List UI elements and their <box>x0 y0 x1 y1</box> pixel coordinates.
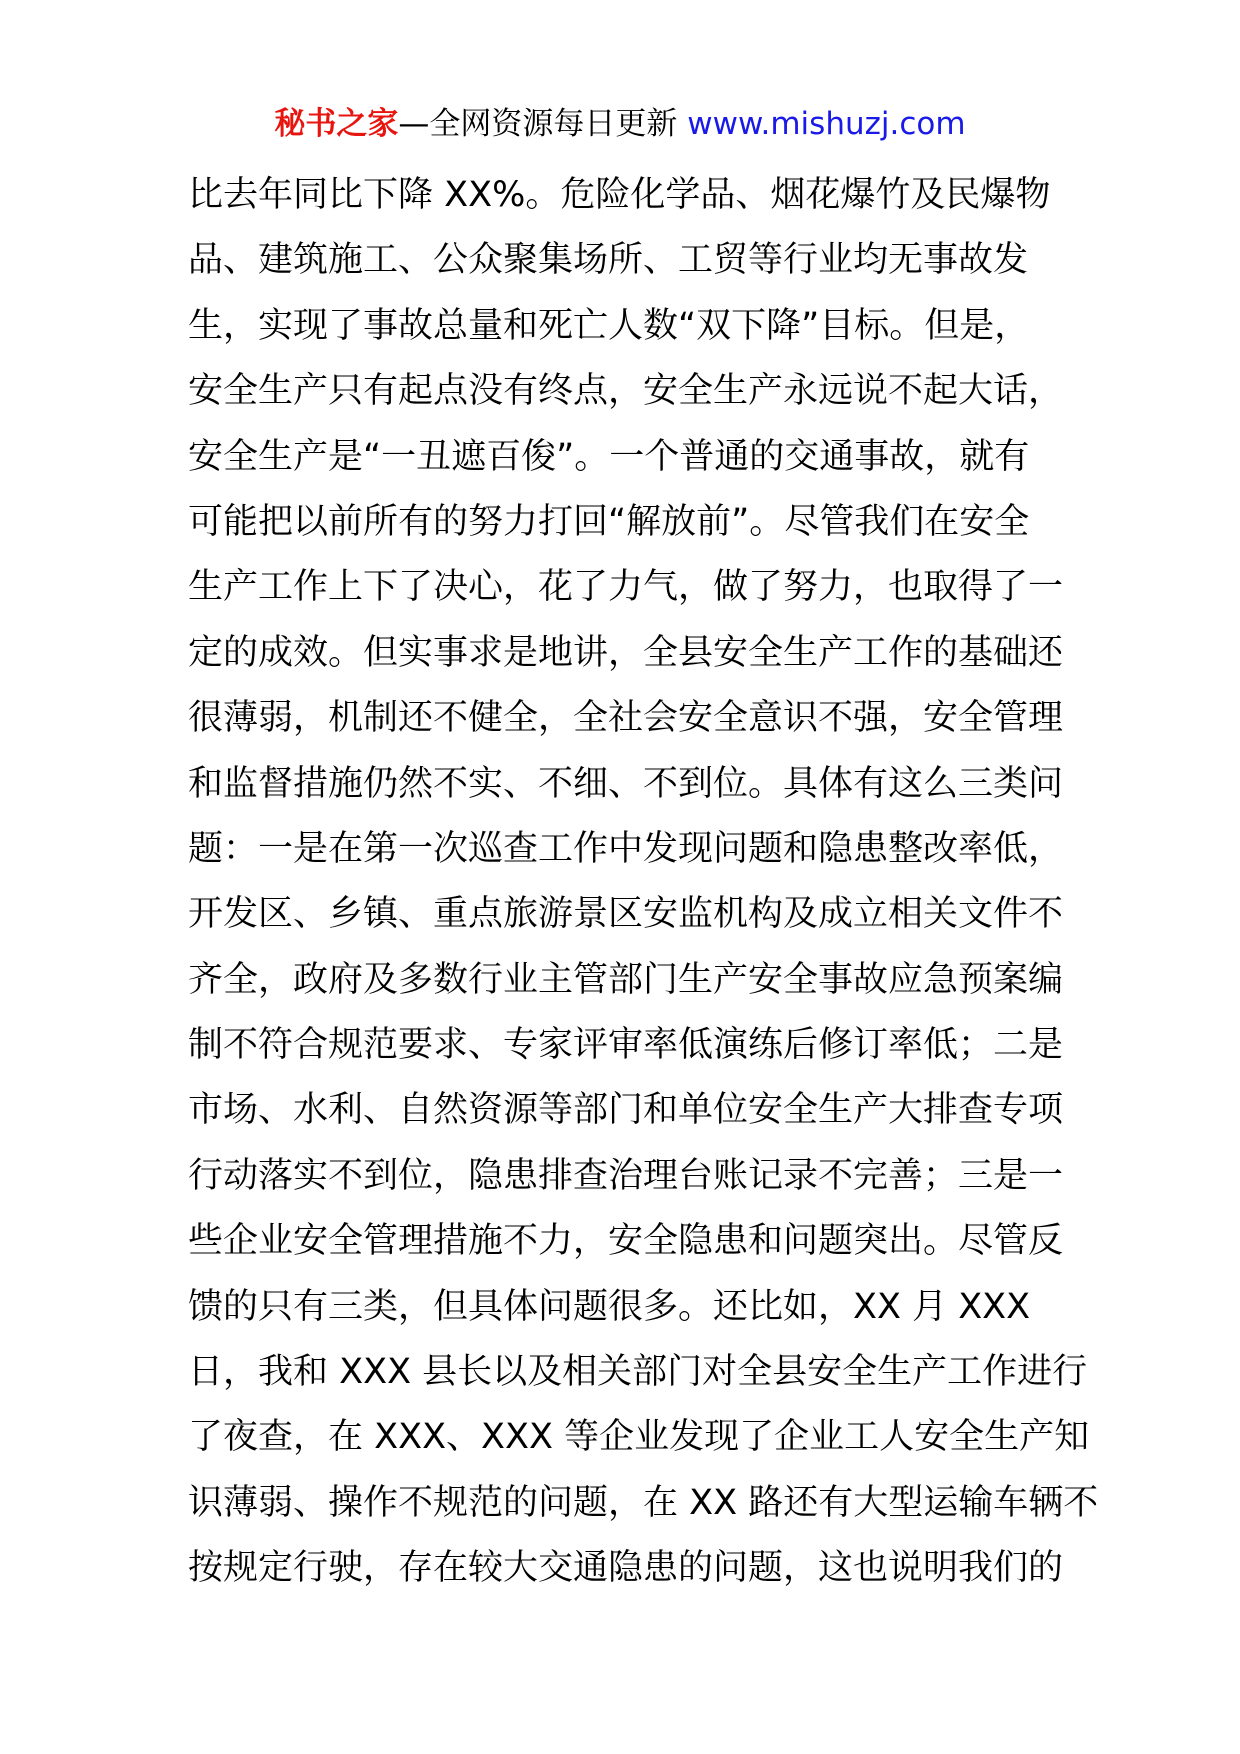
text-line: 可能把以前所有的努力打回“解放前”。尽管我们在安全 <box>188 501 1030 542</box>
text-line: 按规定行驶，存在较大交通隐患的问题，这也说明我们的 <box>188 1548 1064 1589</box>
text-line: 些企业安全管理措施不力，安全隐患和问题突出。尽管反 <box>188 1221 1064 1262</box>
text-line: 品、建筑施工、公众聚集场所、工贸等行业均无事故发 <box>188 240 1029 281</box>
text-line: 很薄弱，机制还不健全，全社会安全意识不强，安全管理 <box>188 698 1064 739</box>
text-line: 比去年同比下降 XX%。危险化学品、烟花爆竹及民爆物 <box>188 175 1051 215</box>
text-line: 日，我和 XXX 县长以及相关部门对全县安全生产工作进行 <box>188 1352 1088 1393</box>
text-line: 行动落实不到位，隐患排查治理台账记录不完善；三是一 <box>188 1155 1064 1196</box>
text-line: 馈的只有三类，但具体问题很多。还比如，XX 月 XXX <box>188 1286 1031 1327</box>
page-header <box>0 102 1240 146</box>
site-url-link[interactable]: www.mishuzj.com <box>687 106 966 142</box>
text-line: 生，实现了事故总量和死亡人数“双下降”目标。但是， <box>188 305 1030 346</box>
text-line: 生产工作上下了决心，花了力气，做了努力，也取得了一 <box>188 567 1064 608</box>
text-line: 定的成效。但实事求是地讲，全县安全生产工作的基础还 <box>188 632 1064 673</box>
text-line: 和监督措施仍然不实、不细、不到位。具体有这么三类问 <box>188 763 1064 804</box>
text-line: 开发区、乡镇、重点旅游景区安监机构及成立相关文件不 <box>188 894 1064 935</box>
text-line: 题：一是在第一次巡查工作中发现问题和隐患整改率低， <box>188 828 1064 869</box>
document-body <box>188 163 1099 1602</box>
text-line: 制不符合规范要求、专家评审率低演练后修订率低；二是 <box>188 1025 1064 1066</box>
text-line: 识薄弱、操作不规范的问题，在 XX 路还有大型运输车辆不 <box>188 1482 1099 1523</box>
site-brand: 秘书之家 <box>274 106 399 142</box>
text-line: 市场、水利、自然资源等部门和单位安全生产大排查专项 <box>188 1090 1064 1131</box>
text-line: 齐全，政府及多数行业主管部门生产安全事故应急预案编 <box>188 959 1064 1000</box>
site-tagline: —全网资源每日更新 <box>398 106 688 142</box>
text-line: 安全生产是“一丑遮百俊”。一个普通的交通事故，就有 <box>188 436 1030 477</box>
text-line: 了夜查，在 XXX、XXX 等企业发现了企业工人安全生产知 <box>188 1417 1090 1458</box>
text-line: 安全生产只有起点没有终点，安全生产永远说不起大话， <box>188 371 1064 412</box>
